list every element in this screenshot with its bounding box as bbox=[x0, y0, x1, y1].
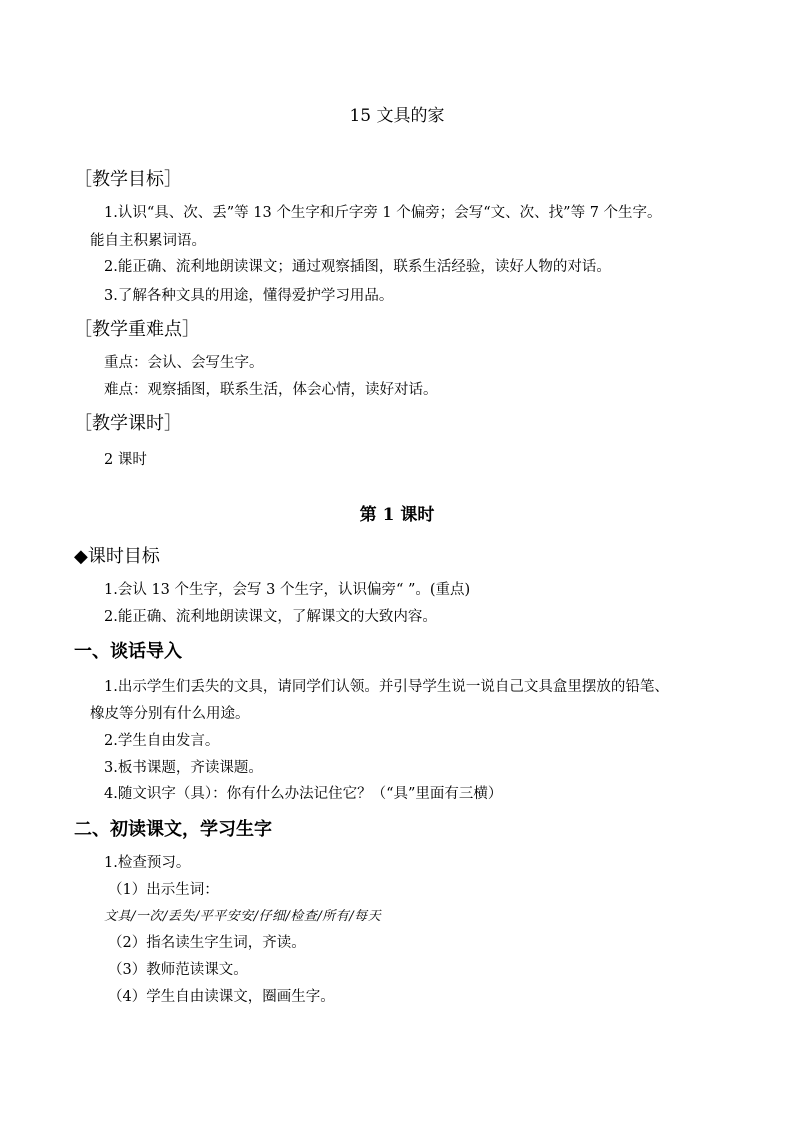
period-value: 2 课时 bbox=[104, 452, 147, 468]
goal-3: 3.了解各种文具的用途，懂得爱护学习用品。 bbox=[104, 288, 394, 304]
key-points-heading: ［教学重难点］ bbox=[74, 319, 200, 340]
objective-1: 1.会认 13 个生字，会写 3 个生字，认识偏旁“ ”。(重点) bbox=[104, 582, 471, 598]
part-1-step-1-line-2: 橡皮等分别有什么用途。 bbox=[90, 706, 250, 722]
part-1-heading: 一、谈话导入 bbox=[74, 641, 182, 662]
period-heading: ［教学课时］ bbox=[74, 413, 182, 434]
goal-1-line-1: 1.认识“具、次、丢”等 13 个生字和斤字旁 1 个偏旁；会写“文、次、找”等 7 个生字。 bbox=[104, 205, 662, 221]
goals-heading: ［教学目标］ bbox=[74, 169, 182, 190]
part-2-step-1: 1.检查预习。 bbox=[104, 855, 191, 871]
part-2-step-1-1: （1）出示生词： bbox=[108, 882, 219, 898]
hard-point: 难点：观察插图，联系生活，体会心情，读好对话。 bbox=[104, 382, 438, 398]
vocabulary-words: 文具/一次/丢失/平平安安/仔细/检查/所有/每天 bbox=[104, 909, 382, 924]
part-1-step-1-line-1: 1.出示学生们丢失的文具，请同学们认领。并引导学生说一说自己文具盒里摆放的铅笔、 bbox=[104, 679, 669, 695]
goal-1-line-2: 能自主积累词语。 bbox=[90, 233, 206, 249]
key-point: 重点：会认、会写生字。 bbox=[104, 355, 264, 371]
goal-2: 2.能正确、流利地朗读课文；通过观察插图，联系生活经验，读好人物的对话。 bbox=[104, 259, 611, 275]
part-1-step-3: 3.板书课题，齐读课题。 bbox=[104, 760, 263, 776]
objective-2: 2.能正确、流利地朗读课文，了解课文的大致内容。 bbox=[104, 609, 437, 625]
document-title: 15 文具的家 bbox=[349, 106, 445, 126]
part-2-step-1-4: （4）学生自由读课文，圈画生字。 bbox=[108, 989, 335, 1005]
part-1-step-2: 2.学生自由发言。 bbox=[104, 733, 220, 749]
part-2-step-1-3: （3）教师范读课文。 bbox=[108, 962, 248, 978]
part-2-heading: 二、初读课文，学习生字 bbox=[74, 819, 272, 840]
lesson-objective-heading: ◆课时目标 bbox=[74, 546, 160, 567]
lesson-1-title: 第 1 课时 bbox=[359, 505, 435, 525]
part-2-step-1-2: （2）指名读生字生词，齐读。 bbox=[108, 935, 306, 951]
part-1-step-4: 4.随文识字（具）：你有什么办法记住它？（“具”里面有三横） bbox=[104, 786, 503, 802]
